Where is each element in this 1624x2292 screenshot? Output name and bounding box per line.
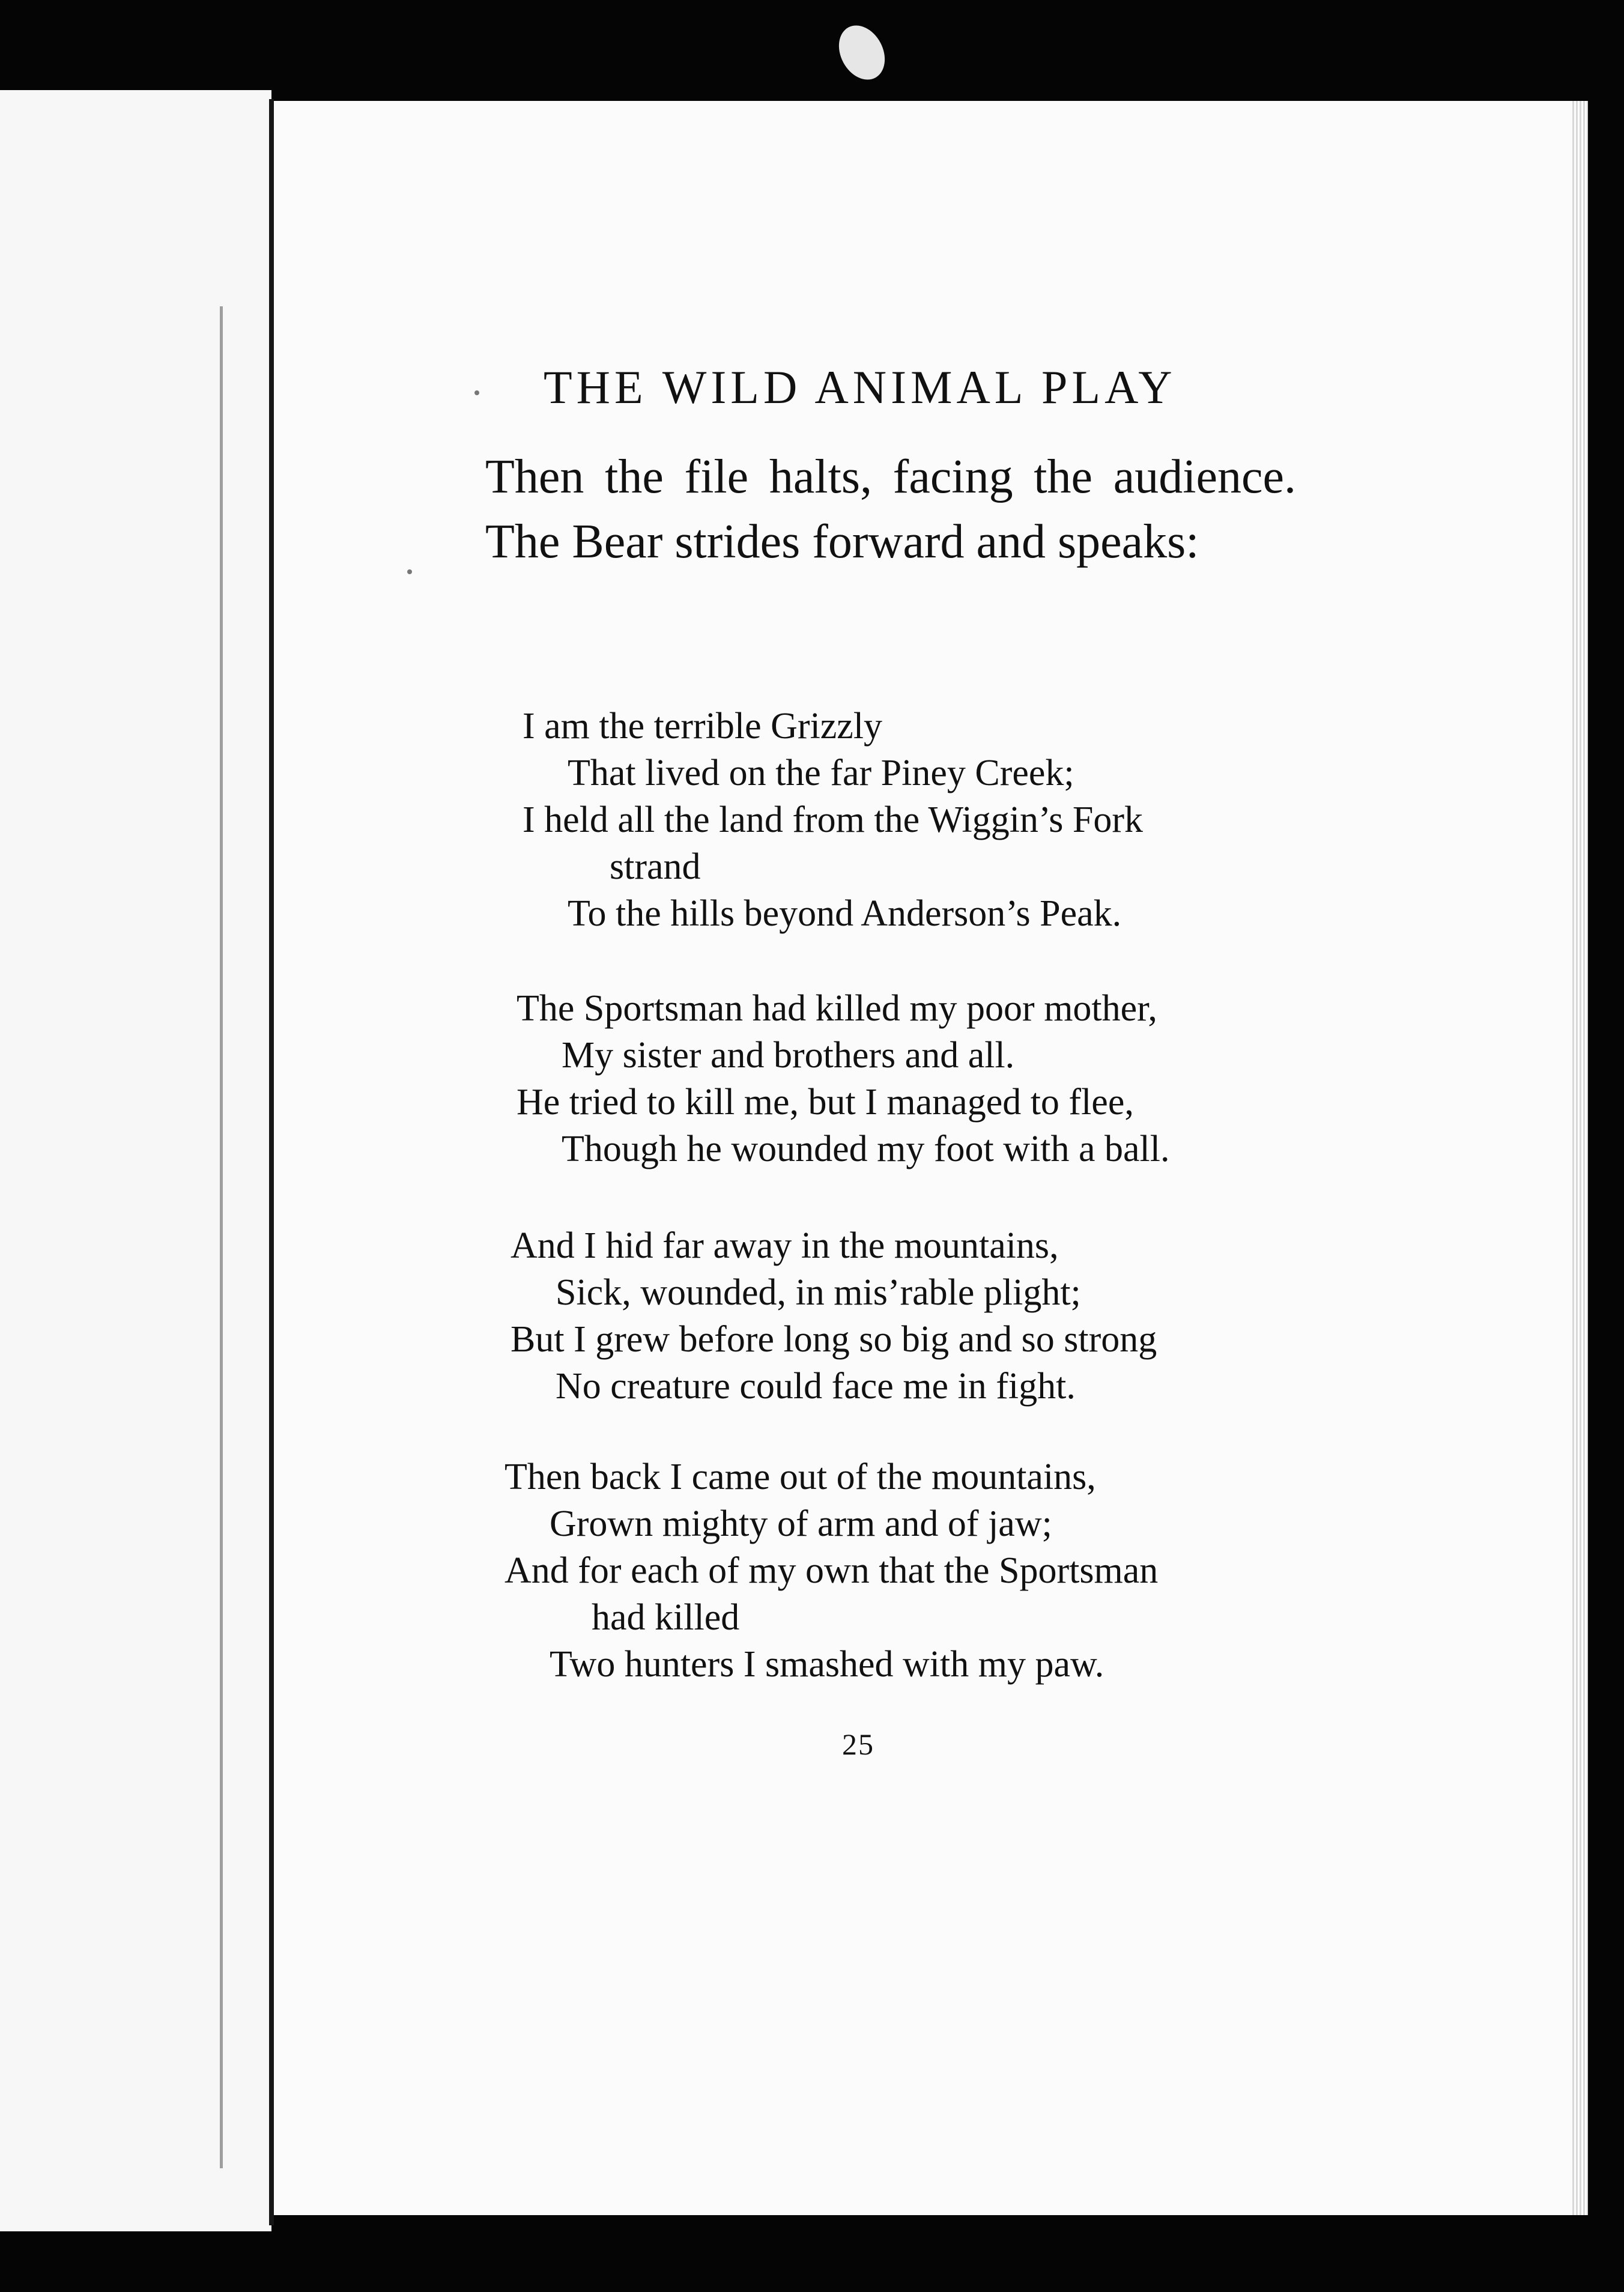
scan-speck: [407, 569, 412, 574]
verse-line: I am the terrible Grizzly: [523, 706, 883, 747]
verse-line-runover: had killed: [592, 1597, 740, 1638]
page-number: 25: [842, 1727, 874, 1761]
verse-line: No creature could face me in fight.: [556, 1366, 1076, 1407]
verse-line: Though he wounded my foot with a ball.: [562, 1129, 1170, 1169]
stage-direction: Then the file halts, facing the audience. The Bear strides forward and speaks:: [485, 450, 1296, 568]
verse-line: But I grew before long so big and so strong: [511, 1319, 1157, 1360]
running-head: THE WILD ANIMAL PLAY: [544, 361, 1177, 413]
verse-line: Grown mighty of arm and of jaw;: [550, 1503, 1052, 1544]
verse-line: And I hid far away in the mountains,: [511, 1225, 1059, 1266]
stanza-2: [517, 985, 1357, 1172]
scan-speck: [474, 390, 479, 395]
verse-line: I held all the land from the Wiggin’s Fork: [523, 799, 1143, 840]
book-gutter: [269, 99, 274, 2225]
verse-line: Two hunters I smashed with my paw.: [550, 1644, 1104, 1685]
verse-line: He tried to kill me, but I managed to flee,: [517, 1082, 1134, 1123]
page-stack-edge: [1572, 101, 1588, 2215]
verse-line-runover: strand: [610, 846, 701, 887]
verse-line: That lived on the far Piney Creek;: [568, 753, 1074, 793]
verse-line: To the hills beyond Anderson’s Peak.: [568, 893, 1122, 934]
stanza-3: [511, 1222, 1351, 1410]
verse-line: Then back I came out of the mountains,: [504, 1457, 1096, 1497]
stanza-1: [523, 703, 1363, 937]
verse-line: My sister and brothers and all.: [562, 1035, 1015, 1076]
facing-page: [0, 90, 271, 2231]
verse-line: Sick, wounded, in mis’rable plight;: [556, 1272, 1081, 1313]
verse-line: And for each of my own that the Sportsman: [504, 1550, 1159, 1591]
facing-page-edge: [220, 306, 223, 2168]
scan-artifact: [830, 17, 894, 88]
verse-line: The Sportsman had killed my poor mother,: [517, 988, 1157, 1029]
stanza-4: [504, 1454, 1345, 1688]
